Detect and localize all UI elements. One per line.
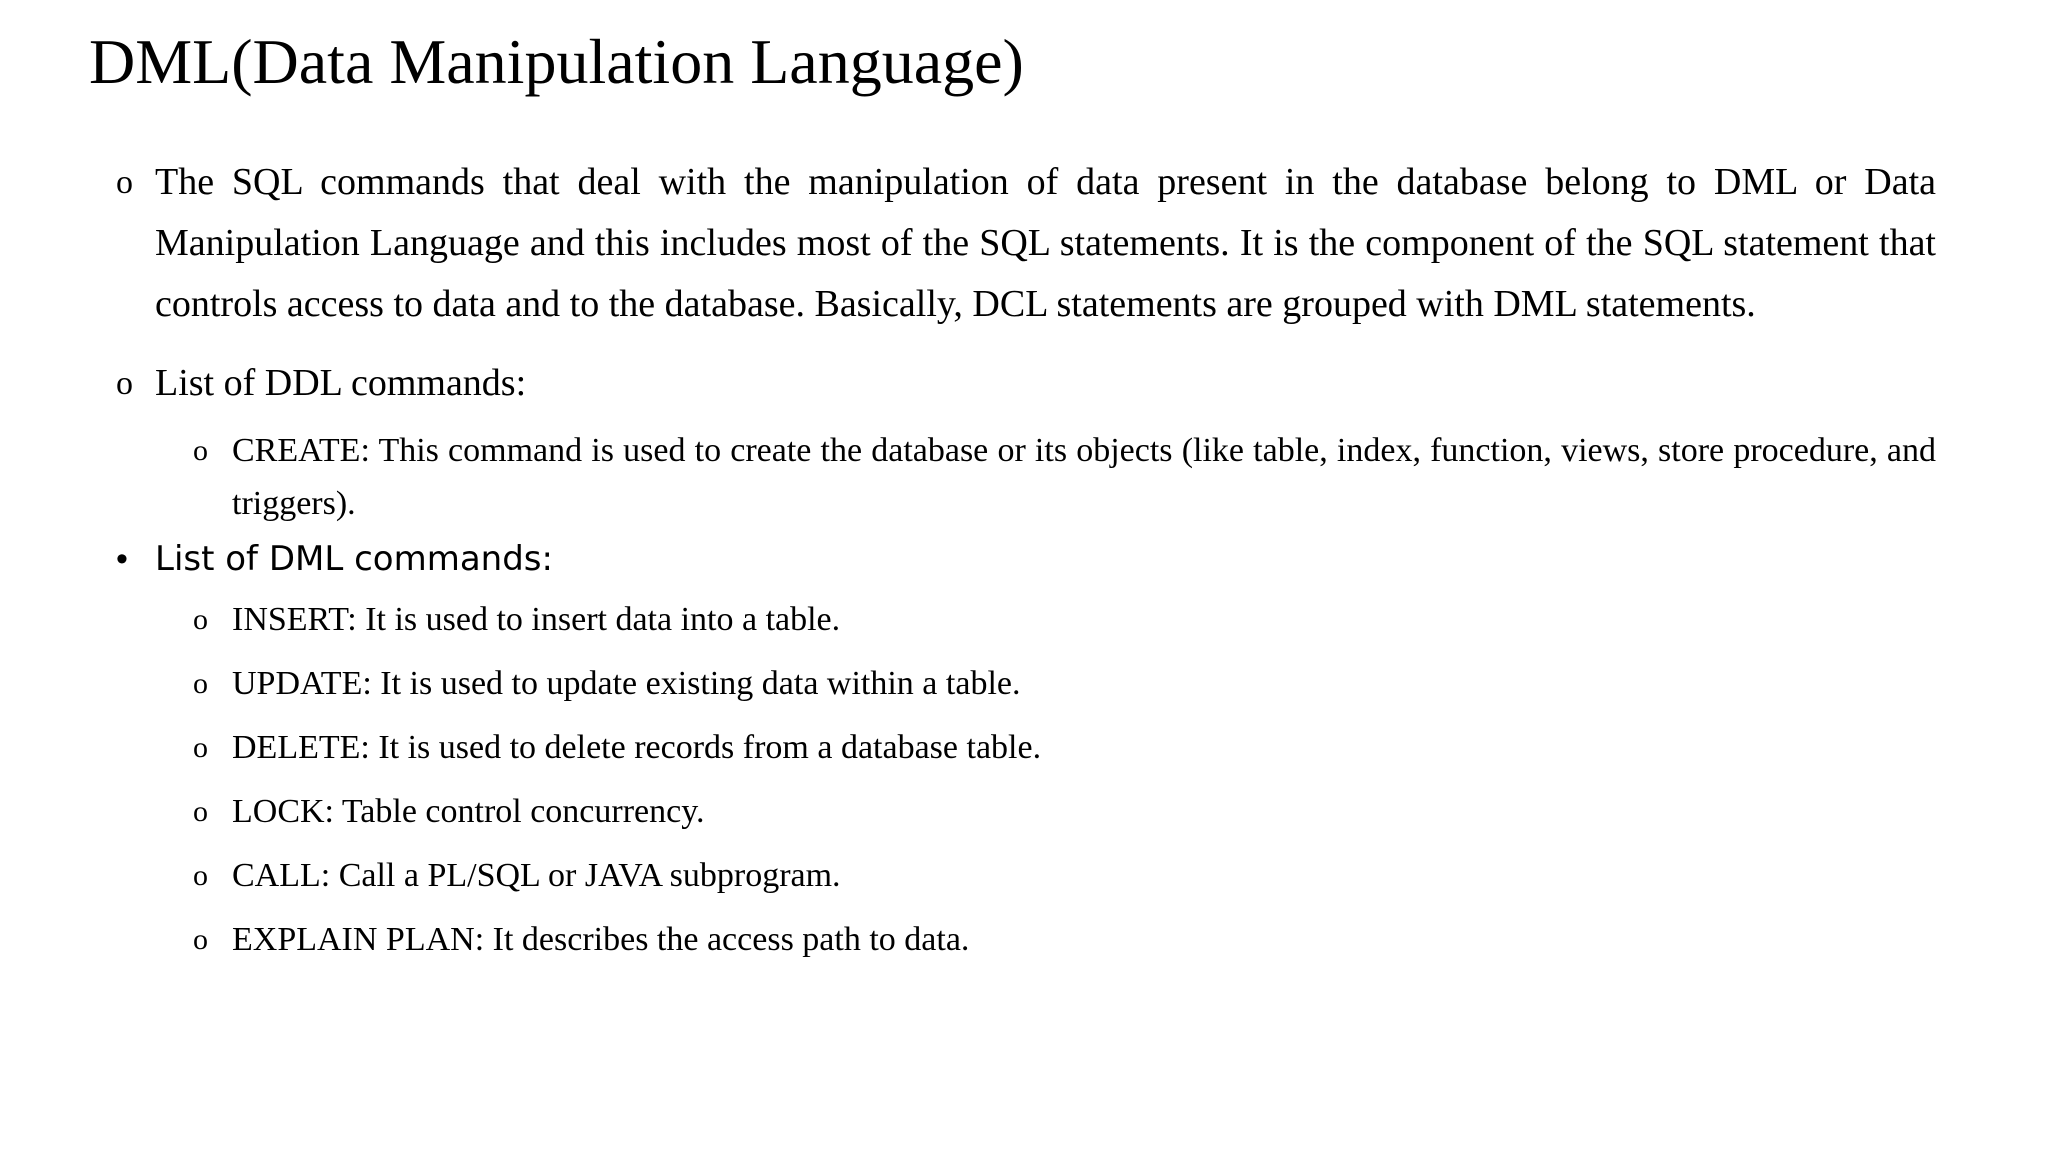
dml-heading <box>116 530 1936 588</box>
list-item <box>116 908 1936 972</box>
hollow-bullet-icon: o <box>193 434 208 467</box>
slide-content <box>116 152 1936 972</box>
dml-item-explain-plan: EXPLAIN PLAN: It describes the access path to data. <box>232 921 970 958</box>
hollow-bullet-icon: o <box>116 164 133 201</box>
dml-list <box>116 588 1936 972</box>
ddl-heading <box>116 353 1936 414</box>
list-item <box>116 844 1936 908</box>
intro-text: The SQL commands that deal with the manipulation of data present in the database belong to DML or Data Manipulation Language and this includes most of the SQL statements. It is the component of the SQL statement that controls access to data and to the database. Basically, DCL statements are grouped with DML statements. <box>155 161 1936 325</box>
dml-item-lock: LOCK: Table control concurrency. <box>232 793 705 830</box>
dml-heading-text: List of DML commands: <box>155 539 553 579</box>
ddl-item-create: CREATE: This command is used to create the database or its objects (like table, index, function, views, store procedure, and triggers). <box>232 432 1936 522</box>
hollow-bullet-icon: o <box>193 795 208 828</box>
hollow-bullet-icon: o <box>193 859 208 892</box>
list-item <box>116 652 1936 716</box>
list-item <box>116 424 1936 530</box>
list-item <box>116 716 1936 780</box>
list-item <box>116 780 1936 844</box>
hollow-bullet-icon: o <box>193 603 208 636</box>
dml-item-delete: DELETE: It is used to delete records from a database table. <box>232 729 1042 766</box>
dml-item-insert: INSERT: It is used to insert data into a table. <box>232 601 841 638</box>
list-item <box>116 588 1936 652</box>
hollow-bullet-icon: o <box>193 731 208 764</box>
dml-item-update: UPDATE: It is used to update existing data within a table. <box>232 665 1021 702</box>
hollow-bullet-icon: o <box>193 923 208 956</box>
intro-paragraph <box>116 152 1936 335</box>
solid-bullet-icon: • <box>116 540 128 578</box>
page-title: DML(Data Manipulation Language) <box>89 26 1024 97</box>
dml-item-call: CALL: Call a PL/SQL or JAVA subprogram. <box>232 857 841 894</box>
ddl-heading-text: List of DDL commands: <box>155 362 527 404</box>
hollow-bullet-icon: o <box>116 365 133 402</box>
hollow-bullet-icon: o <box>193 667 208 700</box>
